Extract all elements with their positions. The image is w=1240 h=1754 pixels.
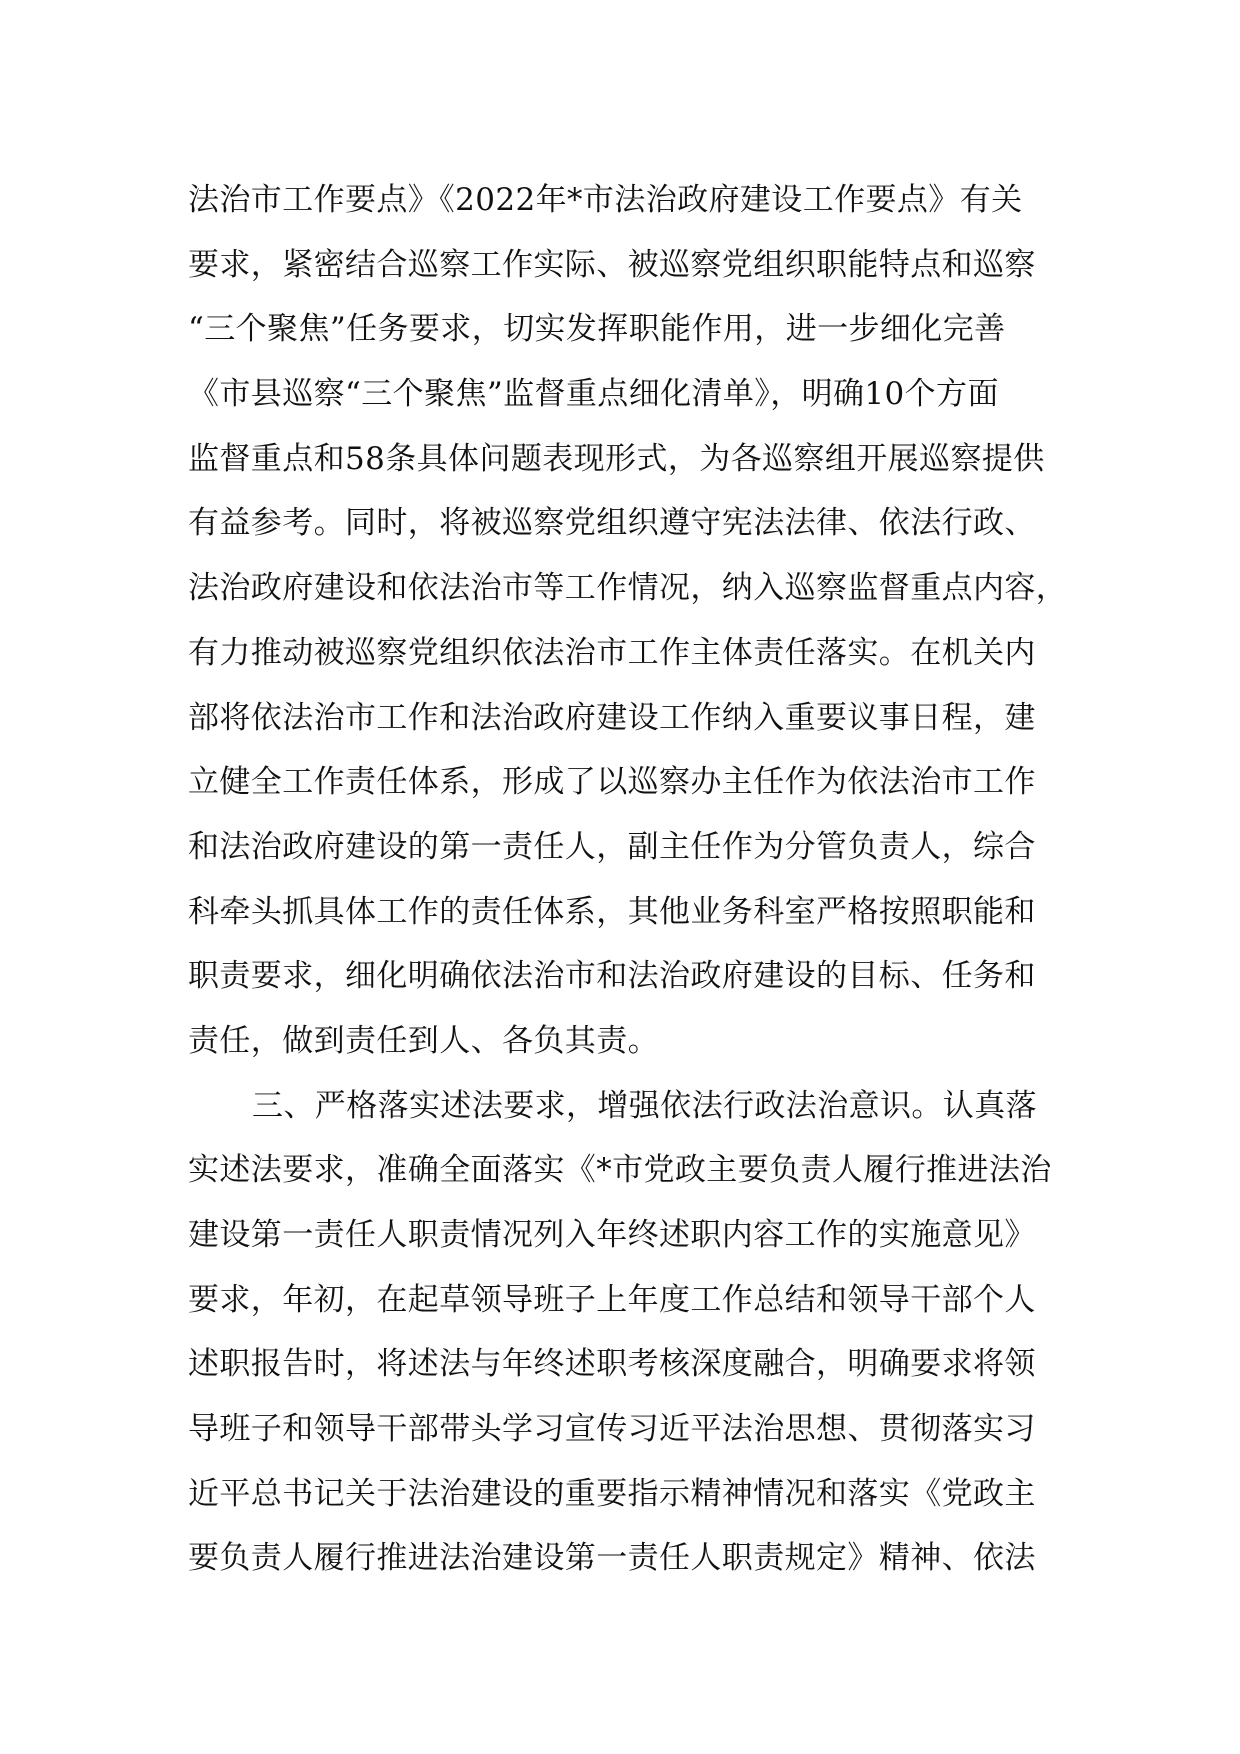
text-line: 有力推动被巡察党组织依法治市工作主体责任落实。在机关内 xyxy=(188,634,1036,671)
text-line: 立健全工作责任体系，形成了以巡察办主任作为依法治市工作 xyxy=(188,764,1036,801)
text-line: 述职报告时，将述法与年终述职考核深度融合，明确要求将领 xyxy=(188,1346,1036,1383)
text-line: 近平总书记关于法治建设的重要指示精神情况和落实《党政主 xyxy=(188,1475,1036,1512)
text-line: 责任，做到责任到人、各负其责。 xyxy=(188,1022,659,1059)
text-line: 法治市工作要点》《2022年*市法治政府建设工作要点》有关 xyxy=(188,182,1023,218)
text-line: 法治政府建设和依法治市等工作情况，纳入巡察监督重点内容， xyxy=(188,570,1068,607)
text-line: 监督重点和58条具体问题表现形式，为各巡察组开展巡察提供 xyxy=(188,440,1045,477)
text-line: 部将依法治市工作和法治政府建设工作纳入重要议事日程，建 xyxy=(188,699,1036,736)
text-line: 和法治政府建设的第一责任人，副主任作为分管负责人，综合 xyxy=(188,828,1036,865)
text-line: 科牵头抓具体工作的责任体系，其他业务科室严格按照职能和 xyxy=(188,893,1036,930)
text-line: 职责要求，细化明确依法治市和法治政府建设的目标、任务和 xyxy=(188,958,1036,995)
section-heading-line: 三、严格落实述法要求，增强依法行政法治意识。认真落 xyxy=(252,1087,1037,1124)
text-line: 建设第一责任人职责情况列入年终述职内容工作的实施意见》 xyxy=(188,1217,1036,1253)
text-line: 要求，年初，在起草领导班子上年度工作总结和领导干部个人 xyxy=(188,1281,1036,1318)
text-line: 有益参考。同时，将被巡察党组织遵守宪法法律、依法行政、 xyxy=(188,505,1036,542)
text-line: 《市县巡察“三个聚焦”监督重点细化清单》，明确10个方面 xyxy=(188,376,999,413)
text-line: 实述法要求，准确全面落实《*市党政主要负责人履行推进法治 xyxy=(188,1152,1052,1189)
text-line: 要负责人履行推进法治建设第一责任人职责规定》精神、依法 xyxy=(188,1540,1036,1577)
body-text xyxy=(188,168,1088,1591)
text-line: 要求，紧密结合巡察工作实际、被巡察党组织职能特点和巡察 xyxy=(188,246,1036,283)
text-line: 导班子和领导干部带头学习宣传习近平法治思想、贯彻落实习 xyxy=(188,1411,1036,1448)
text-line: “三个聚焦”任务要求，切实发挥职能作用，进一步细化完善 xyxy=(188,311,1006,348)
